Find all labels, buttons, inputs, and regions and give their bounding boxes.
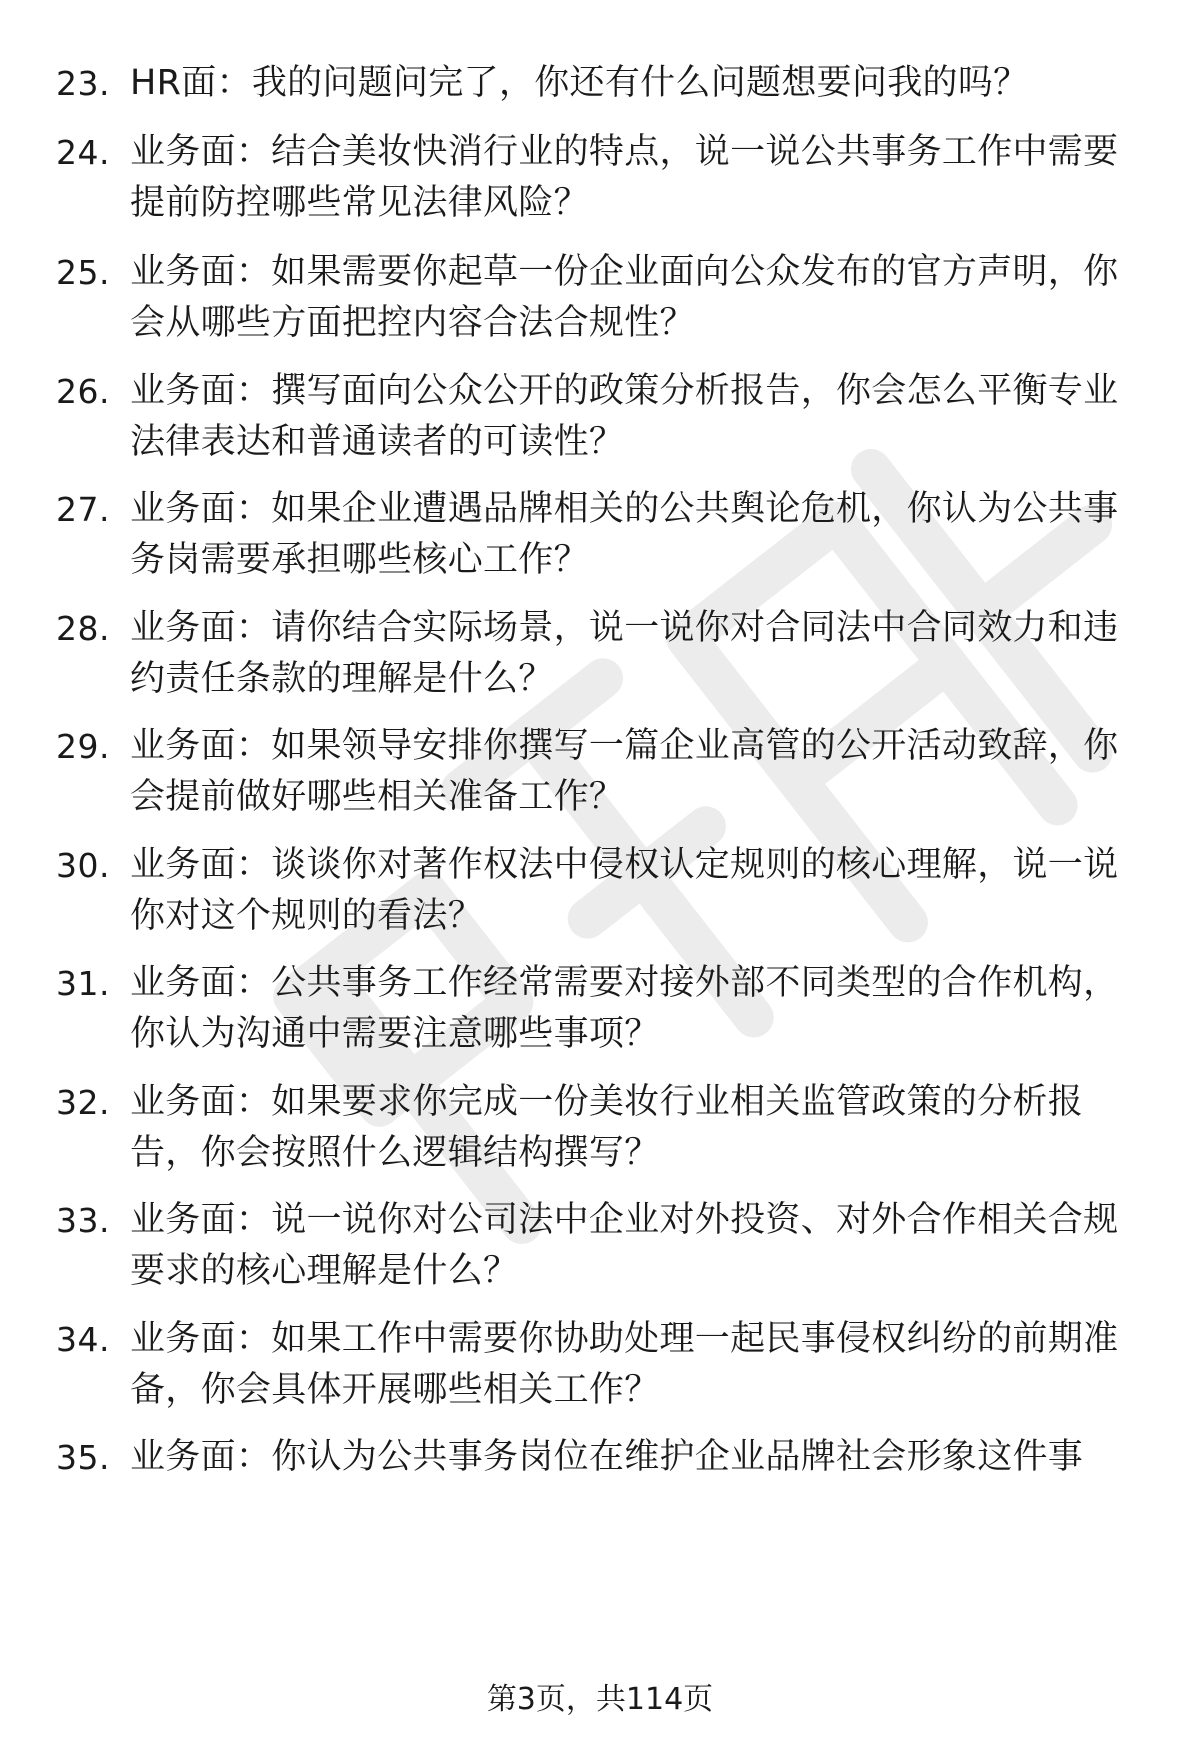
question-number: 24.: [56, 133, 110, 172]
page-number-footer: 第3页，共114页: [486, 1682, 714, 1717]
question-text: 业务面：请你结合实际场景，说一说你对合同法中合同效力和违 约责任条款的理解是什么？: [130, 608, 1119, 699]
question-number: 23.: [56, 64, 110, 103]
question-text: 业务面：说一说你对公司法中企业对外投资、对外合作相关合规 要求的核心理解是什么？: [130, 1200, 1119, 1291]
question-number: 32.: [56, 1083, 110, 1122]
question-number: 27.: [56, 490, 110, 529]
question-number: 31.: [56, 964, 110, 1003]
question-number: 30.: [56, 846, 110, 885]
question-number: 28.: [56, 609, 110, 648]
question-number: 33.: [56, 1201, 110, 1240]
question-text: 业务面：谈谈你对著作权法中侵权认定规则的核心理解，说一说 你对这个规则的看法？: [130, 845, 1119, 936]
question-text: 业务面：结合美妆快消行业的特点，说一说公共事务工作中需要 提前防控哪些常见法律风险？: [130, 132, 1119, 223]
question-number: 35.: [56, 1438, 110, 1477]
question-text: 业务面：撰写面向公众公开的政策分析报告，你会怎么平衡专业 法律表达和普通读者的可读性？: [130, 371, 1119, 462]
question-text: 业务面：如果企业遭遇品牌相关的公共舆论危机，你认为公共事 务岗需要承担哪些核心工作？: [130, 489, 1119, 580]
question-text: 业务面：如果领导安排你撰写一篇企业高管的公开活动致辞，你 会提前做好哪些相关准备工作？: [130, 726, 1119, 817]
question-number: 26.: [56, 372, 110, 411]
question-number: 25.: [56, 253, 110, 292]
question-text: 业务面：如果要求你完成一份美妆行业相关监管政策的分析报 告，你会按照什么逻辑结构撰写？: [130, 1082, 1084, 1173]
question-number: 34.: [56, 1320, 110, 1359]
question-text: 业务面：如果工作中需要你协助处理一起民事侵权纠纷的前期准 备，你会具体开展哪些相关工作？: [130, 1319, 1119, 1410]
question-text: HR面：我的问题问完了，你还有什么问题想要问我的吗？: [130, 63, 1029, 103]
question-text: 业务面：如果需要你起草一份企业面向公众发布的官方声明，你 会从哪些方面把控内容合法合规性？: [130, 252, 1119, 343]
question-text: 业务面：你认为公共事务岗位在维护企业品牌社会形象这件事: [130, 1437, 1084, 1477]
question-number: 29.: [56, 727, 110, 766]
question-text: 业务面：公共事务工作经常需要对接外部不同类型的合作机构， 你认为沟通中需要注意哪些事项？: [130, 963, 1119, 1054]
